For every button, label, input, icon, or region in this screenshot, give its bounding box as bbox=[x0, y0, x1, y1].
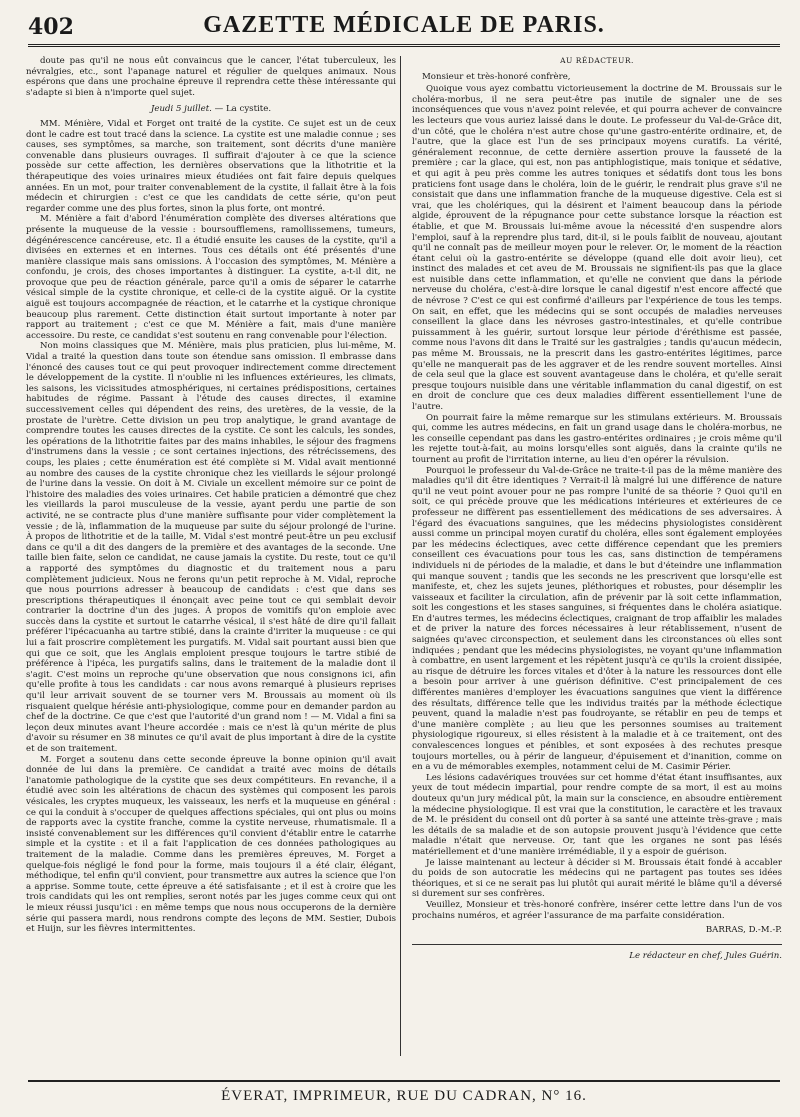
letter-address: AU RÉDACTEUR. bbox=[560, 56, 634, 65]
section-rule bbox=[412, 944, 782, 945]
editor-signature: Le rédacteur en chef, Jules Guérin. bbox=[629, 950, 782, 961]
printer-footer: ÉVERAT, IMPRIMEUR, RUE DU CADRAN, N° 16. bbox=[28, 1080, 780, 1116]
page-number: 402 bbox=[28, 14, 74, 40]
session-heading bbox=[26, 104, 396, 115]
letter-salutation: Monsieur et très-honoré confrère, bbox=[422, 71, 571, 82]
journal-title: GAZETTE MÉDICALE DE PARIS. bbox=[203, 12, 605, 38]
intro-paragraph: doute pas qu'il ne nous eût convaincus que le cancer, l'état tuberculeux, les névralgies, etc., sont l'apanage naturel et régulier de quelques animaux. Nous espérons que dans une prochaine épreuve il reprendra cette thèse intéressante qui s'adapte si bien à n'importe quel sujet. bbox=[26, 56, 396, 98]
cystite-paragraph-4: M. Forget a soutenu dans cette seconde épreuve la bonne opinion qu'il avait donnée de lui dans la première. Ce candidat a traité avec moins de détails l'anatomie pathologique de la cystite que ses deux compétiteurs. En revanche, il a étudié avec soin les altérations de chacun des systèmes qui composent les parois vésicales, les cryptes muqueux, les vaisseaux, les nerfs et la muqueuse en général : ce qui la conduit à s'occuper de quelques affections spéciales, qui ont plus ou moins de rapports avec la cystite franche, comme la cystite nerveuse, rhumatismale. Il a insisté convenablement sur les différences qu'il convient d'établir entre le catarrhe simple et la cystite : et il a fait l'application de ces données pathologiques au traitement de la maladie. Comme dans les premières épreuves, M. Forget a quelque-fois négligé le fond pour la forme, mais toujours il a été clair, élégant, méthodique, tel enfin qu'il convient, pour transmettre aux autres la science que l'on a apprise. Somme toute, cette épreuve a été satisfaisante ; et il est à croire que les trois candidats qui les ont remplies, seront notés par les juges comme ceux qui ont le mieux réussi jusqu'ici : en même temps que nous nous occuperons de la dernière série qui passera mardi, nous rendrons compte des leçons de MM. Sestier, Dubois et Huijn, sur les fièvres intermittentes. bbox=[26, 754, 396, 935]
letter-paragraph-5: Je laisse maintenant au lecteur à décider si M. Broussais était fondé à accabler du poids de son autocratie les médecins qui ne partagent pas toutes ses idées théoriques, et si ce ne serait pas lui plutôt qui aurait mérité le blâme qu'il a déversé si durement sur ses confrères. bbox=[412, 857, 782, 900]
letter-signature: BARRAS, D.-M.-P. bbox=[705, 925, 782, 936]
left-column bbox=[26, 56, 396, 1056]
cystite-paragraph-2: M. Ménière a fait d'abord l'énumération complète des diverses altérations que présente la muqueuse de la vessie : boursoufflemens, ramollissemens, tumeurs, dégénérescence cancéreuse, etc. Il a étudié ensuite les causes de la cystite, qu'il a divisées en externes et en internes. Tous ces détails ont été présentés d'une manière classique mais sans omissions. À l'occasion des symptômes, M. Ménière a confondu, je crois, des choses importantes à distinguer. La cystite, a-t-il dit, ne provoque que peu de réaction générale, parce qu'il a omis de séparer le catarrhe vésical simple de la cystite chronique, et celle-ci de la cystite aiguë. Or la cystite aiguë est toujours accompagnée de réaction, et le catarrhe et la cystique chronique beaucoup plus rarement. Cette distinction était surtout importante à noter par rapport au traitement ; c'est ce que M. Ménière a fait, mais d'une manière accessoire. Du reste, ce candidat s'est soutenu en rang convenable pour l'élection. bbox=[26, 214, 396, 341]
right-column bbox=[412, 56, 782, 1056]
session-topic: — La cystite. bbox=[214, 104, 272, 115]
letter-paragraph-6: Veuillez, Monsieur et très-honoré confrère, insérer cette lettre dans l'un de vos prochains numéros, et agréer l'assurance de ma parfaite considération. bbox=[412, 899, 782, 921]
session-date: Jeudi 5 juillet. bbox=[150, 104, 212, 115]
letter-paragraph-3: Pourquoi le professeur du Val-de-Grâce ne traite-t-il pas de la même manière des maladies qu'il dit être identiques ? Verrait-il là malgré lui une différence de nature qu'il ne veut point avouer pour ne pas rompre l'unité de sa théorie ? Quoi qu'il en soit, ce qui précède prouve que les médications intérieures et extérieures de ce professeur ne diffèrent pas essentiellement des médications de ses adversaires. À l'égard des évacuations sanguines, que les médecins physiologistes considèrent aussi comme un principal moyen curatif du choléra, elles sont également employées par les médecins éclectiques, avec cette différence cependant que les premiers conseillent ces évacuations pour tous les cas, sans distinction de tempéramens individuels ni de périodes de la maladie, et dans le but d'éteindre une inflammation qui manque souvent ; tandis que les seconds ne les prescrivent que lorsqu'elle est manifeste, et, chez les sujets jeunes, pléthoriques et robustes, pour désemplir les vaisseaux et faciliter la circulation, afin de prévenir par là soit cette inflammation, soit les congestions et les stases sanguines, si fréquentes dans le choléra asiatique. En d'autres termes, les médecins éclectiques, craignant de trop affaiblir les malades et de priver la nature des forces nécessaires à leur rétablissement, n'usent de saignées qu'avec circonspection, et seulement dans les circonstances où elles sont indiquées ; pendant que les médecins physiologistes, ne voyant qu'une inflammation à combattre, en usent largement et les répètent jusqu'à ce qu'ils la croient dissipée, au risque de détruire les forces vitales et d'ôter à la nature les ressources dont elle a besoin pour arriver à une guérison définitive. C'est principalement de ces différentes manières d'employer les évacuations sanguines que vient la différence des résultats, différence telle que les individus traités par la méthode éclectique peuvent, quand la maladie n'est pas foudroyante, se rétablir en peu de temps et d'une manière complète ; au lieu que les personnes soumises au traitement physiologique rigoureux, si elles résistent à la maladie et à ce traitement, ont des convalescences longues et pénibles, et sont exposées à des rechutes presque toujours mortelles, ou à périr de langueur, d'épuisement et d'inanition, comme on en a vu de mémorables exemples, notamment celui de M. Casimir Périer. bbox=[412, 465, 782, 773]
column-divider bbox=[400, 56, 401, 1056]
letter-paragraph-2: On pourrait faire la même remarque sur les stimulans extérieurs. M. Broussais qui, comme les autres médecins, en fait un grand usage dans le choléra-morbus, ne les conseille cependant pas dans les gastro-entérites ordinaires ; je crois même qu'il les rejette tout-à-fait, au moins lorsqu'elles sont aiguës, dans la crainte qu'ils ne tournent au profit de l'irritation interne, au lieu d'en opérer la révulsion. bbox=[412, 412, 782, 465]
letter-paragraph-1: Quoique vous ayez combattu victorieusement la doctrine de M. Broussais sur le choléra-morbus, il ne sera peut-être pas inutile de signaler une de ses inconséquences que vous n'avez point relevée, et qui pourra achever de convaincre les lecteurs que vous auriez laissé dans le doute. Le professeur du Val-de-Grâce dit, d'un côté, que le choléra n'est autre chose qu'une gastro-entérite ordinaire, et, de l'autre, que la glace est l'un de ses principaux moyens curatifs. La vérité, généralement reconnue, de cette dernière assertion prouve la fausseté de la première ; car la glace, qui est, non pas antiphlogistique, mais tonique et sédative, et qui agit à peu près comme les autres toniques et sédatifs dont tous les bons praticiens font usage dans le choléra, loin de le guérir, le rendrait plus grave s'il ne consistait que dans une inflammation franche de la muqueuse digestive. Cela est si vrai, que les cholériques, qui la désirent et l'aiment beaucoup dans la période algide, éprouvent de la répugnance pour cette substance lorsque la réaction est établie, et que M. Broussais lui-même avoue la nécessité d'en suspendre alors l'emploi, sauf à la reprendre plus tard, dit-il, si le pouls faiblit de nouveau, ajoutant qu'il ne connaît pas de meilleur moyen pour le relever. Or, le moment de la réaction étant celui où la gastro-entérite se développe (quand elle doit avoir lieu), cet instinct des malades et cet aveu de M. Broussais ne signifient-ils pas que la glace est nuisible dans cette inflammation, et qu'elle ne convient que dans la période nerveuse du choléra, c'est-à-dire lorsque le canal digestif n'est encore affecté que de névrose ? C'est ce qui est confirmé d'ailleurs par l'expérience de tous les temps. On sait, en effet, que les médecins qui se sont occupés de maladies nerveuses conseillent la glace dans les névroses gastro-intestinales, et qu'elle contribue puissamment à les guérir, surtout lorsque leur période d'éréthisme est passée, comme nous l'avons dit dans le Traité sur les gastralgies ; tandis qu'aucun médecin, pas même M. Broussais, ne la prescrit dans les gastro-entérites légitimes, parce qu'elle ne manquerait pas de les aggraver et de les rendre souvent mortelles. Ainsi de cela seul que la glace est souvent avantageuse dans le choléra, et qu'elle serait presque toujours nuisible dans une véritable inflammation du canal digestif, on est en droit de conclure que ces deux maladies diffèrent essentiellement l'une de l'autre. bbox=[412, 84, 782, 412]
page-header bbox=[28, 8, 780, 47]
cystite-paragraph-1: MM. Ménière, Vidal et Forget ont traité de la cystite. Ce sujet est un de ceux dont le cadre est tout tracé dans la science. La cystite est une maladie connue ; ses causes, ses symptômes, sa marche, son traitement, sont décrits d'une manière convenable dans plusieurs ouvrages. Il suffirait d'ajouter à ce que la science possède sur cette affection, les dernières observations que la lithotritie et la thérapeutique des voies urinaires mieux étudiées ont fait faire depuis quelques années. En un mot, pour traiter convenablement de la cystite, il fallait être à la fois médecin et chirurgien : c'est ce que les candidats de cette série, qu'on peut regarder comme une des plus fortes, sinon la plus forte, ont montré. bbox=[26, 118, 396, 214]
cystite-paragraph-3: Non moins classiques que M. Ménière, mais plus praticien, plus lui-même, M. Vidal a traité la question dans toute son étendue sans omission. Il embrasse dans l'énoncé des causes tout ce qui peut provoquer indirectement comme directement le développement de la cystite. Il n'oublie ni les influences extérieures, les climats, les saisons, les vicissitudes atmosphériques, ni certaines prédispositions, certaines habitudes de régime. Passant à l'étude des causes directes, il examine successivement celles qui dépendent des reins, des uretères, de la vessie, de la prostate de l'urètre. Cette division un peu trop analytique, le grand avantage de comprendre toutes les causes directes de la cystite. Ce sont les calculs, les sondes, les opérations de la lithotritie faites par des mains inhabiles, le séjour des fragmens d'instrumens dans la vessie ; ce sont certaines injections, des rétrécissemens, des coups, les plaies ; cette énumération est été complète si M. Vidal avait mentionné au nombre des causes de la cystite chronique chez les vieillards le séjour prolongé de l'urine dans la vessie. On doit à M. Civiale un excellent mémoire sur ce point de l'histoire des maladies des voies urinaires. Cet habile praticien a démontré que chez les vieillards la paroi musculeuse de la vessie, ayant perdu une partie de son activité, ne se contracte plus d'une manière suffisante pour vider complètement la vessie ; de là, inflammation de la muqueuse par suite du séjour prolongé de l'urine. À propos de lithotritie et de la taille, M. Vidal s'est montré peut-être un peu exclusif dans ce qu'il a dit des dangers de la première et des avantages de la seconde. Une taille bien faite, selon ce candidat, ne cause jamais la cystite. Du reste, tout ce qu'il a rapporté des symptômes du diagnostic et du traitement nous a paru complètement judicieux. Nous ne ferons qu'un petit reproche à M. Vidal, reproche que nous pourrions adresser à beaucoup de candidats : c'est que dans ses prescriptions thérapeutiques il énonçait avec peine tout ce qui semblait devoir contrarier la doctrine d'un des juges. À propos de vomitifs qu'on emploie avec succès dans la cystite et surtout le catarrhe vésical, il s'est hâté de dire qu'il fallait préférer l'ipécacuanha au tartre stibié, dans la crainte d'irriter la muqueuse : ce qui lui a fait proscrire complètement les purgatifs. M. Vidal sait pourtant aussi bien que qui que ce soit, que les Anglais emploient presque toujours le tartre stibié de préférence à l'ipéca, les purgatifs salins, dans le traitement de la maladie dont il s'agit. C'est moins un reproche qu'une observation que nous consignons ici, afin qu'elle profite à tous les candidats : car nous avons remarqué à plusieurs reprises qu'il leur arrivait souvent de se tourner vers M. Broussais au moment où ils risquaient quelque hérésie anti-physiologique, comme pour en demander pardon au chef de la doctrine. Ce que c'est que l'autorité d'un grand nom ! — M. Vidal a fini sa leçon deux minutes avant l'heure accordée : mais ce n'est là qu'un mérite de plus d'avoir su résumer en 38 minutes ce qu'il avait de plus important à dire de la cystite et de son traitement. bbox=[26, 341, 396, 754]
letter-paragraph-4: Les lésions cadavériques trouvées sur cet homme d'état étant insuffisantes, aux yeux de tout médecin impartial, pour rendre compte de sa mort, il est au moins douteux qu'un jury médical pût, la main sur la conscience, en absoudre entièrement la médecine physiologique. Il est vrai que la constitution, le caractère et les travaux de M. le président du conseil ont dû porter à sa santé une atteinte très-grave ; mais les détails de sa maladie et de son autopsie prouvent jusqu'à l'évidence que cette maladie n'était que nerveuse. Or, tant que les organes ne sont pas lésés matériellement et d'une manière irrémédiable, il y a espoir de guérison. bbox=[412, 772, 782, 857]
